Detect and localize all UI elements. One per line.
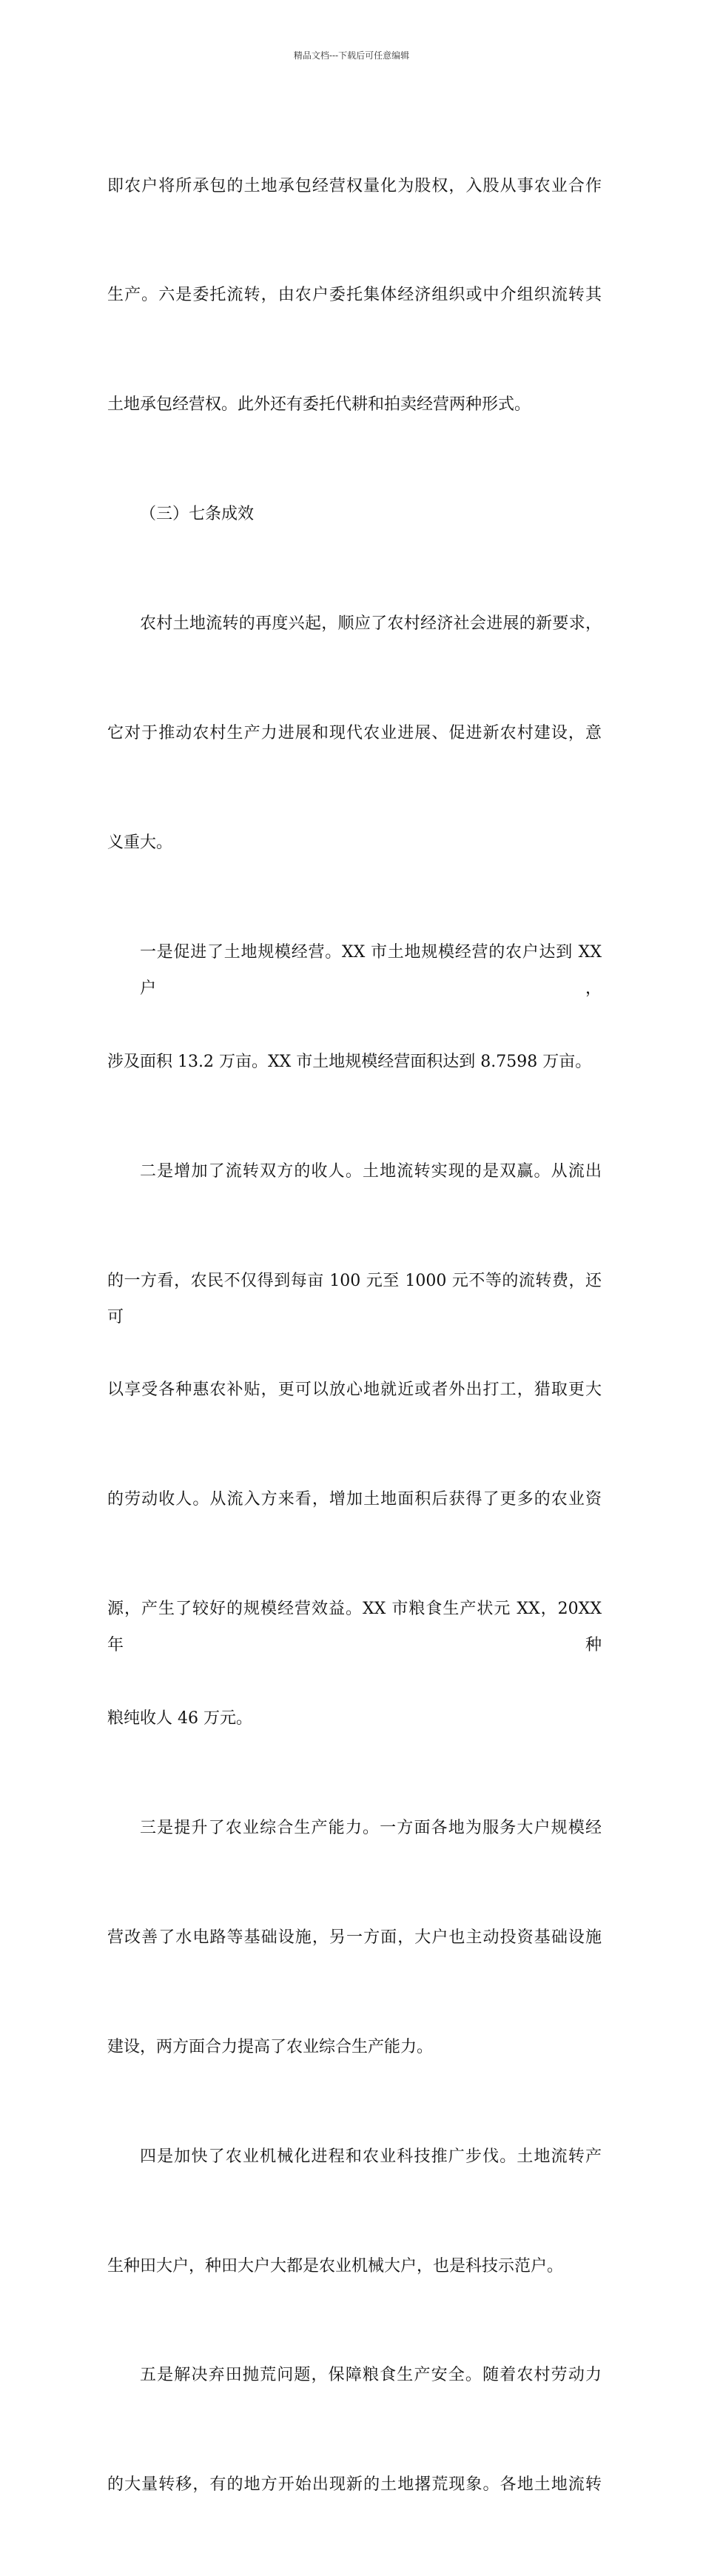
text-line: 生种田大户，种田大户大都是农业机械大户，也是科技示范户。 [107,2256,564,2275]
text-line: 的一方看，农民不仅得到每亩 100 元至 1000 元不等的流转费，还可 [107,1271,602,1326]
text-line: 四是加快了农业机械化进程和农业科技推广步伐。土地流转产 [140,2147,602,2166]
text-line: 涉及面积 13.2 万亩。XX 市土地规模经营面积达到 8.7598 万亩。 [107,1052,592,1071]
page-header: 精品文档---下载后可任意编辑 [293,50,410,61]
text-line: 营改善了水电路等基础设施，另一方面，大户也主动投资基础设施 [107,1928,602,1947]
text-line: 粮纯收人 46 万元。 [107,1709,252,1728]
section-heading: （三）七条成效 [140,505,255,524]
text-line: 土地承包经营权。此外还有委托代耕和拍卖经营两种形式。 [107,395,531,415]
text-line: 二是增加了流转双方的收人。土地流转实现的是双赢。从流出 [140,1161,602,1181]
text-line: 一是促进了土地规模经营。XX 市土地规模经营的农户达到 XX 户， [140,942,602,999]
text-line: 义重大。 [107,833,173,852]
text-line: 三是提升了农业综合生产能力。一方面各地为服务大户规模经 [140,1818,602,1837]
text-line: 农村土地流转的再度兴起，顺应了农村经济社会进展的新要求， [140,614,602,634]
text-line: 源，产生了较好的规模经营效益。XX 市粮食生产状元 XX，20XX 年种 [107,1600,602,1655]
text-line: 的劳动收人。从流入方来看，增加土地面积后获得了更多的农业资 [107,1490,602,1509]
body-text [107,95,602,2576]
text-line: 它对于推动农村生产力进展和现代农业进展、促进新农村建设，意 [107,724,602,743]
text-line: 以享受各种惠农补贴，更可以放心地就近或者外出打工，猎取更大 [107,1381,602,1400]
text-line: 生产。六是委托流转，由农户委托集体经济组织或中介组织流转其 [107,286,602,305]
text-line: 即农户将所承包的土地承包经营权量化为股权，入股从事农业合作 [107,176,602,195]
text-line: 五是解决弃田抛荒问题，保障粮食生产安全。随着农村劳动力 [140,2366,602,2385]
text-line: 建设，两方面合力提高了农业综合生产能力。 [107,2037,434,2056]
text-line: 的大量转移，有的地方开始出现新的土地撂荒现象。各地土地流转 [107,2475,602,2495]
